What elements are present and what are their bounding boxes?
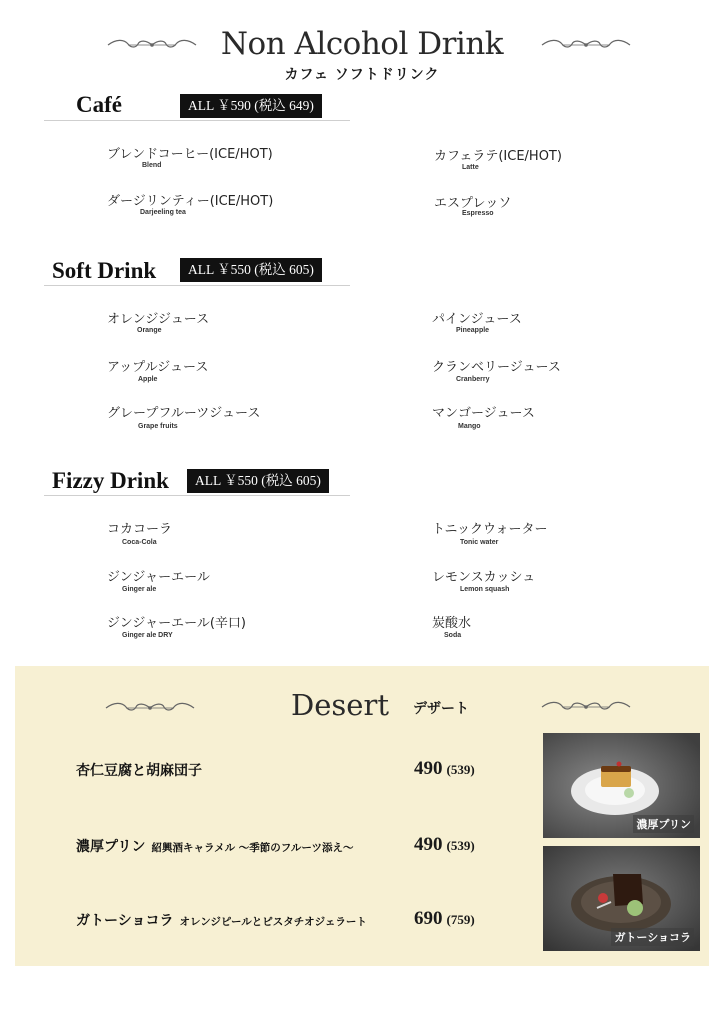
- page-subtitle: カフェ ソフトドリンク: [284, 67, 440, 83]
- menu-item-name: パインジュース: [432, 312, 522, 327]
- menu-item-english: Soda: [444, 632, 462, 639]
- section-title-cafe: Café: [76, 92, 122, 117]
- menu-item-name: アップルジュース: [107, 360, 209, 375]
- menu-item-name: カフェラテ(ICE/HOT): [434, 149, 562, 164]
- right-flourish-ornament: [540, 38, 632, 52]
- menu-item-name: クランベリージュース: [432, 360, 561, 375]
- menu-item-english: Pineapple: [456, 327, 490, 334]
- price-value: 490: [414, 834, 443, 855]
- menu-item-name: ブレンドコーヒー(ICE/HOT): [107, 147, 273, 162]
- menu-item-english: Darjeeling tea: [140, 209, 186, 216]
- menu-item-english: Coca-Cola: [122, 539, 157, 546]
- menu-item-name: ダージリンティー(ICE/HOT): [107, 194, 274, 209]
- menu-item-name: レモンスカッシュ: [432, 570, 536, 585]
- price-badge-soft-drink: ALL ￥550 (税込 605): [180, 258, 322, 282]
- menu-item-english: Cranberry: [456, 376, 490, 383]
- page-title: Non Alcohol Drink: [220, 26, 504, 62]
- right-flourish-ornament: [540, 700, 632, 714]
- menu-item-english: Ginger ale: [122, 586, 157, 593]
- menu-item-english: Lemon squash: [460, 586, 510, 593]
- price-tax-included: (539): [446, 838, 475, 853]
- price-value: 490: [414, 758, 443, 779]
- pudding-photo: [543, 733, 700, 838]
- dessert-item-name: 杏仁豆腐と胡麻団子: [76, 763, 202, 779]
- menu-item-english: Grape fruits: [138, 423, 178, 430]
- section-divider: [44, 120, 350, 121]
- menu-item-english: Mango: [458, 423, 481, 430]
- price-tax-included: (759): [446, 912, 475, 927]
- menu-item-name: グレープフルーツジュース: [107, 406, 261, 421]
- dessert-item-title: 濃厚プリン: [76, 839, 146, 855]
- menu-item-english: Orange: [137, 327, 162, 334]
- menu-item-name: トニックウォーター: [432, 522, 548, 537]
- menu-item-english: Ginger ale DRY: [122, 632, 173, 639]
- dessert-item-price: [414, 908, 475, 930]
- menu-item-name: ジンジャーエール(辛口): [107, 616, 246, 631]
- dessert-title: Desert: [291, 688, 389, 722]
- menu-item-english: Blend: [142, 162, 162, 169]
- gateau-chocolat-photo: [543, 846, 700, 951]
- menu-item-name: コカコーラ: [107, 522, 173, 537]
- section-title-fizzy-drink: Fizzy Drink: [52, 468, 169, 493]
- dessert-item-name: [76, 910, 367, 930]
- menu-item-english: Apple: [138, 376, 158, 383]
- left-flourish-ornament: [104, 701, 196, 715]
- menu-item-english: Tonic water: [460, 539, 499, 546]
- menu-item-english: Latte: [462, 164, 479, 171]
- price-tax-included: (539): [446, 762, 475, 777]
- dessert-item-name: [76, 836, 353, 856]
- price-badge-fizzy-drink: ALL ￥550 (税込 605): [187, 469, 329, 493]
- menu-item-name: ジンジャーエール: [107, 570, 210, 585]
- dessert-item-title: ガトーショコラ: [76, 913, 174, 929]
- price-value: 690: [414, 908, 443, 929]
- dessert-item-price: [414, 758, 475, 780]
- photo-caption: ガトーショコラ: [611, 928, 694, 946]
- photo-caption: 濃厚プリン: [633, 815, 694, 833]
- section-divider: [44, 285, 350, 286]
- menu-item-name: マンゴージュース: [432, 406, 535, 421]
- menu-item-name: オレンジジュース: [107, 312, 210, 327]
- section-title-soft-drink: Soft Drink: [52, 258, 157, 283]
- section-divider: [44, 495, 350, 496]
- dessert-item-description: オレンジピールとピスタチオジェラート: [179, 916, 367, 928]
- menu-item-name: 炭酸水: [432, 616, 472, 631]
- dessert-item-description: 紹興酒キャラメル 〜季節のフルーツ添え〜: [151, 842, 354, 854]
- dessert-item-price: [414, 834, 475, 856]
- price-badge-cafe: ALL ￥590 (税込 649): [180, 94, 322, 118]
- menu-item-name: エスプレッソ: [434, 196, 512, 211]
- dessert-subtitle: デザート: [413, 701, 469, 717]
- menu-item-english: Espresso: [462, 210, 494, 217]
